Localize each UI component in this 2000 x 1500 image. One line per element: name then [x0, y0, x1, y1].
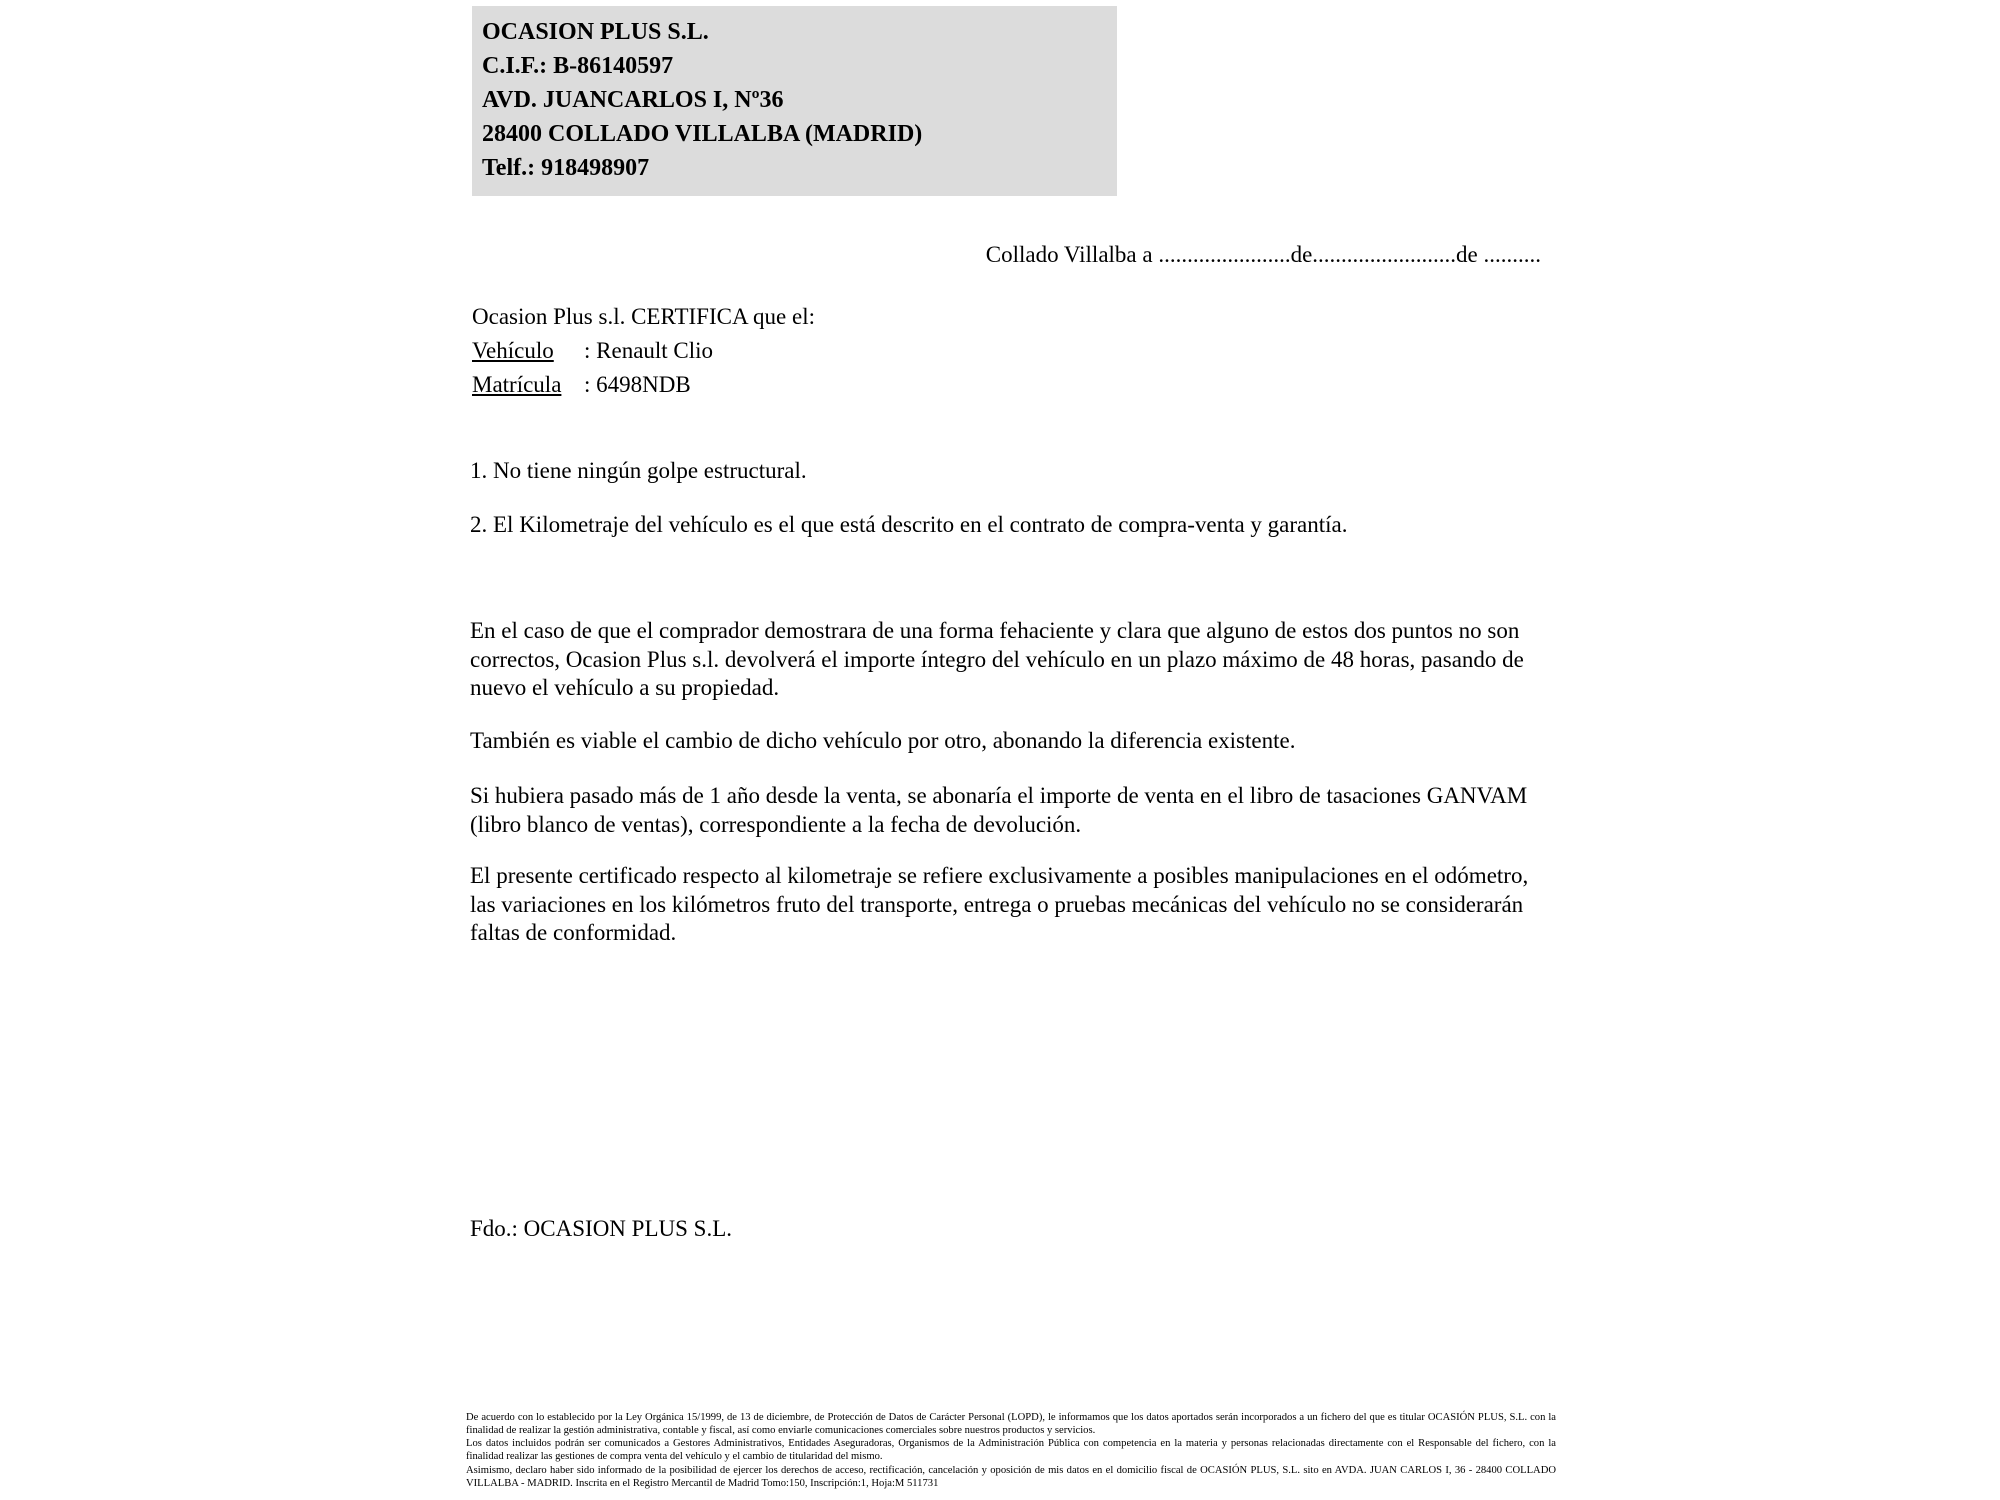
company-city: 28400 COLLADO VILLALBA (MADRID) [482, 121, 923, 147]
company-name: OCASION PLUS S.L. [482, 19, 709, 45]
condition-point-2: 2. El Kilometraje del vehículo es el que está descrito en el contrato de compra-venta y garantía. [470, 512, 1348, 537]
date-line: Collado Villalba a .......................de.........................de .......... [985, 242, 1541, 267]
plate-row [472, 368, 815, 402]
legal-footer [466, 1411, 1556, 1490]
legal-paragraph-lopd: De acuerdo con lo establecido por la Ley Orgánica 15/1999, de 13 de diciembre, de Protección de Datos de Carácter Personal (LOPD), le informamos que los datos aportados serán incorporados a un fichero del que es titular OCASIÓN PLUS, S.L. con la finalidad de realizar la gestión administrativa, contable y fiscal, así como enviarle comunicaciones comerciales sobre nuestros productos y servicios. [466, 1411, 1556, 1436]
paragraph-ganvam: Si hubiera pasado más de 1 año desde la venta, se abonaría el importe de venta en el libro de tasaciones GANVAM (libro blanco de ventas), correspondiente a la fecha de devolución. [470, 783, 1528, 837]
plate-value: : 6498NDB [584, 372, 691, 397]
paragraph-odometer: El presente certificado respecto al kilometraje se refiere exclusivamente a posibles manipulaciones en el odómetro, las variaciones en los kilómetros fruto del transporte, entrega o pruebas mecánicas del vehículo no se considerarán faltas de conformidad. [470, 863, 1529, 945]
legal-paragraph-rights: Asimismo, declaro haber sido informado de la posibilidad de ejercer los derechos de acceso, rectificación, cancelación y oposición de mis datos en el domicilio fiscal de OCASIÓN PLUS, S.L. sito en AVDA. JUAN CARLOS I, 36 - 28400 COLLADO VILLALBA - MADRID. Inscrita en el Registro Mercantil de Madrid Tomo:150, Inscripción:1, Hoja:M 511731 [466, 1464, 1556, 1489]
vehicle-label: Vehículo [472, 338, 554, 363]
plate-label: Matrícula [472, 372, 562, 397]
company-cif: C.I.F.: B-86140597 [482, 53, 674, 79]
certify-intro: Ocasion Plus s.l. CERTIFICA que el: [472, 304, 815, 329]
vehicle-row [472, 334, 815, 368]
condition-point-1: 1. No tiene ningún golpe estructural. [470, 458, 807, 483]
certify-block [472, 300, 815, 402]
legal-paragraph-data-sharing: Los datos incluidos podrán ser comunicados a Gestores Administrativos, Entidades Aseguradoras, Organismos de la Administración Pública con competencia en la materia y personas relacionadas directamente con el Responsable del fichero, con la finalidad realizar las gestiones de compra venta del vehículo y el cambio de titularidad del mismo. [466, 1438, 1556, 1463]
company-address: AVD. JUANCARLOS I, Nº36 [482, 87, 784, 113]
paragraph-refund: En el caso de que el comprador demostrara de una forma fehaciente y clara que alguno de estos dos puntos no son correctos, Ocasion Plus s.l. devolverá el importe íntegro del vehículo en un plazo máximo de 48 horas, pasando de nuevo el vehículo a su propiedad. [470, 618, 1524, 700]
company-phone: Telf.: 918498907 [482, 155, 650, 181]
vehicle-value: : Renault Clio [584, 338, 714, 363]
paragraph-exchange: También es viable el cambio de dicho vehículo por otro, abonando la diferencia existente. [470, 728, 1296, 753]
signature-line: Fdo.: OCASION PLUS S.L. [470, 1216, 732, 1241]
company-header-box [472, 6, 1117, 196]
